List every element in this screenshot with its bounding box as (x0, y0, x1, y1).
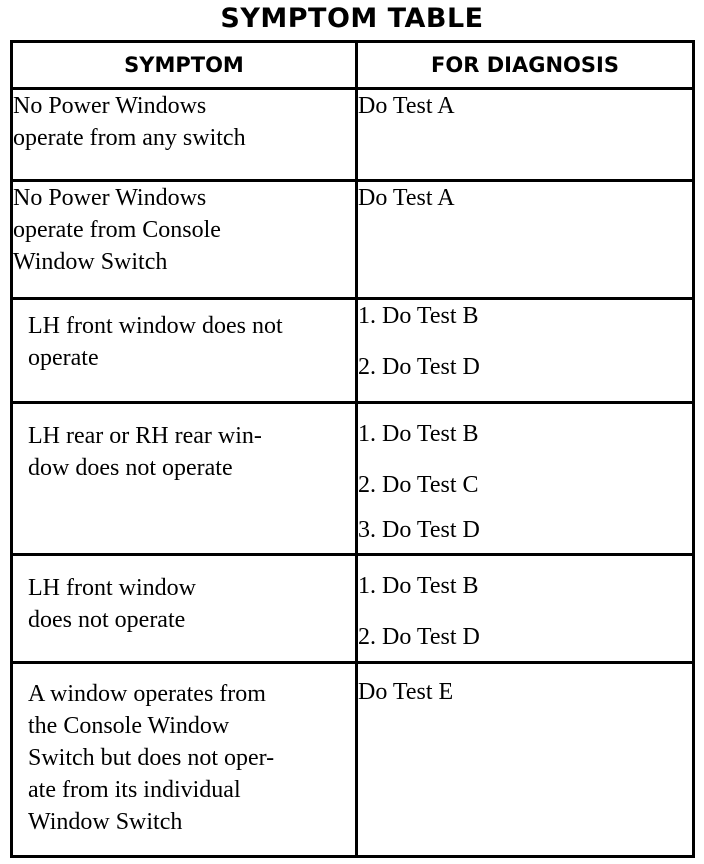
symptom-text: Window Switch (13, 249, 168, 275)
diagnosis-cell (357, 89, 694, 181)
table-row (12, 403, 694, 555)
symptom-text: ate from its individual (28, 777, 241, 803)
table-row (12, 89, 694, 181)
symptom-cell (12, 403, 357, 555)
symptom-text: No Power Windows (13, 93, 207, 119)
symptom-text: LH front window does not (28, 313, 283, 339)
symptom-text: operate from Console (13, 217, 221, 243)
symptom-text: A window operates from (28, 681, 266, 707)
symptom-text: LH front window (28, 575, 196, 601)
symptom-text: operate (28, 345, 99, 371)
diagnosis-cell (357, 299, 694, 403)
symptom-table (10, 40, 695, 858)
header-row (12, 42, 694, 89)
symptom-cell (12, 181, 357, 299)
symptom-cell (12, 663, 357, 857)
diagnosis-cell (357, 403, 694, 555)
diagnosis-step: 1. Do Test B (358, 421, 479, 447)
diagnosis-cell (357, 181, 694, 299)
table-row (12, 181, 694, 299)
table-row (12, 663, 694, 857)
table-row (12, 555, 694, 663)
diagnosis-cell (357, 555, 694, 663)
diagnosis-step: 2. Do Test C (358, 472, 479, 498)
diagnosis-column-header: FOR DIAGNOSIS (357, 42, 694, 89)
diagnosis-step: Do Test A (358, 185, 455, 211)
symptom-column-header: SYMPTOM (12, 42, 357, 89)
table-title: SYMPTOM TABLE (220, 3, 484, 34)
symptom-cell (12, 555, 357, 663)
symptom-text: LH rear or RH rear win- (28, 423, 262, 449)
symptom-text: dow does not operate (28, 455, 233, 481)
symptom-text: Switch but does not oper- (28, 745, 275, 771)
symptom-cell (12, 89, 357, 181)
symptom-text: operate from any switch (13, 125, 246, 151)
diagnosis-step: 1. Do Test B (358, 303, 479, 329)
table-row (12, 299, 694, 403)
symptom-text: No Power Windows (13, 185, 207, 211)
symptom-text: Window Switch (28, 809, 183, 835)
diagnosis-step: 2. Do Test D (358, 624, 480, 650)
diagnosis-cell (357, 663, 694, 857)
diagnosis-step: Do Test E (358, 679, 454, 705)
symptom-text: the Console Window (28, 713, 230, 739)
symptom-cell (12, 299, 357, 403)
diagnosis-step: 1. Do Test B (358, 573, 479, 599)
symptom-text: does not operate (28, 607, 186, 633)
diagnosis-step: 2. Do Test D (358, 354, 480, 380)
diagnosis-step: Do Test A (358, 93, 455, 119)
diagnosis-step: 3. Do Test D (358, 517, 480, 543)
